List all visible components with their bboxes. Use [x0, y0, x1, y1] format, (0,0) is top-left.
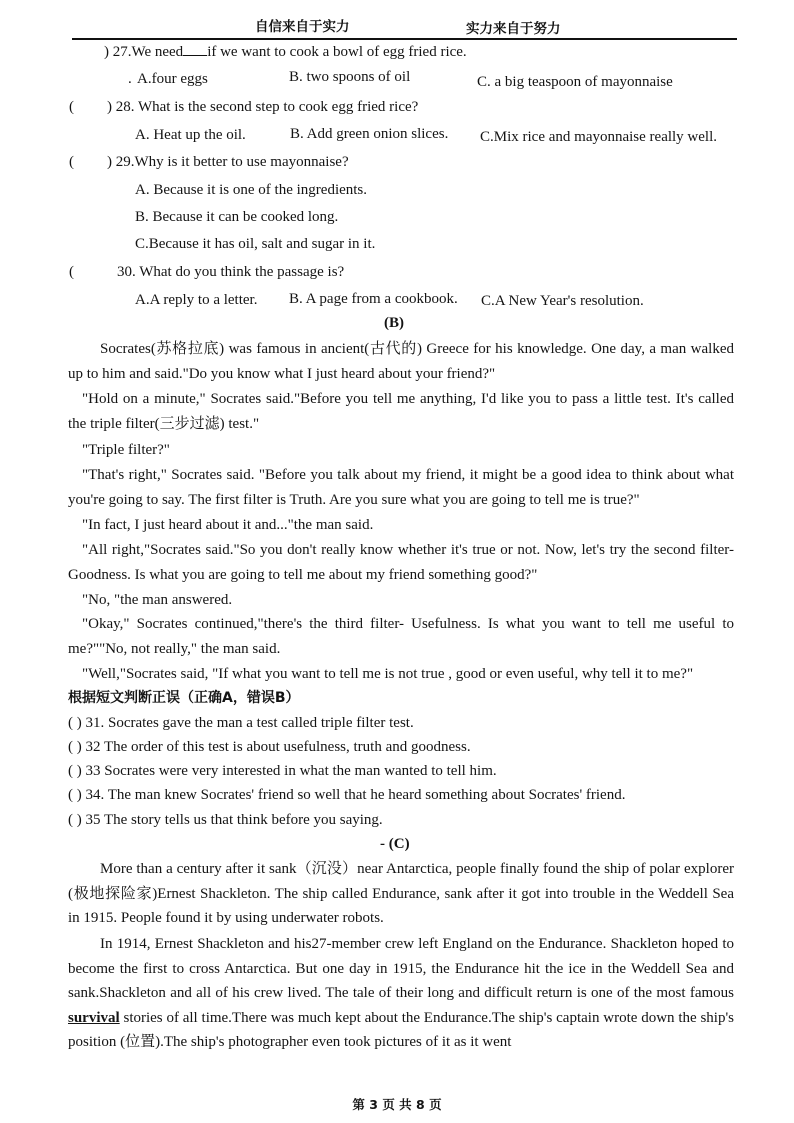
section-b-paragraph-1: Socrates(苏格拉底) was famous in ancient(古代的) Greece for his knowledge. One day, a man walked up to him and said."Do you know what I just heard about your friend?" [68, 341, 734, 382]
true-false-instruction: 根据短文判断正误（正确A，错误B） [68, 690, 300, 706]
q29-option-a: A. Because it is one of the ingredients. [135, 182, 368, 198]
underlined-word-survival: survival [68, 1009, 120, 1026]
section-b-paragraph-3: "Triple filter?" [82, 442, 170, 458]
q28-option-a: A. Heat up the oil. [135, 127, 246, 143]
question-27-stem: ) 27.We need if we want to cook a bowl of egg fried rice. [104, 44, 467, 60]
question-33: ( ) 33 Socrates were very interested in what the man wanted to tell him. [68, 763, 497, 779]
header-motto-left: 自信来自于实力 [255, 19, 350, 35]
section-b-paragraph-8: "Okay," Socrates continued,"there's the third filter- Usefulness. Is what you want to tell me useful to me?""No, not really," the man said. [68, 616, 734, 657]
q29-option-b: B. Because it can be cooked long. [135, 209, 339, 225]
q29-paren: ( [69, 154, 74, 170]
q30-paren: ( [69, 264, 74, 280]
section-b-heading: (B) [384, 315, 404, 331]
section-b-paragraph-7: "No, "the man answered. [82, 592, 233, 608]
q28-option-b: B. Add green onion slices. [290, 126, 449, 142]
question-35: ( ) 35 The story tells us that think before you saying. [68, 812, 383, 828]
question-31: ( ) 31. Socrates gave the man a test called triple filter test. [68, 715, 414, 731]
section-c-paragraph-2: In 1914, Ernest Shackleton and his27-member crew left England on the Endurance. Shackleton hoped to become the first to cross Antarctica. But one day in 1915, the Endurance hit the ice in the Weddell Sea and sank.Shackleton and all of his crew lived. The tale of their long and difficult return is one of the most famous survival stories of all time.There was much kept about the Endurance.The ship's captain wrote down the ship's position (位置).The ship's photographer even took pictures of it as it went [68, 936, 734, 1051]
q27-option-c: C. a big teaspoon of mayonnaise [477, 74, 673, 90]
page-header [72, 8, 737, 40]
section-c-heading: - (C) [380, 836, 410, 852]
section-b-paragraph-9: "Well,"Socrates said, "If what you want to tell me is not true , good or even useful, why tell it to me?" [82, 666, 694, 682]
question-30-stem: 30. What do you think the passage is? [117, 264, 345, 280]
section-b-paragraph-2: "Hold on a minute," Socrates said."Before you tell me anything, I'd like you to pass a little test. It's called the triple filter(三步过滤) test." [68, 391, 734, 432]
q28-paren: ( [69, 99, 74, 115]
question-34: ( ) 34. The man knew Socrates' friend so well that he heard something about Socrates' friend. [68, 787, 626, 803]
page-footer: 第 3 页 共 8 页 [352, 1097, 442, 1112]
q30-option-c: C.A New Year's resolution. [481, 293, 644, 309]
section-b-paragraph-5: "In fact, I just heard about it and..."the man said. [82, 517, 374, 533]
section-b-paragraph-6: "All right,"Socrates said."So you don't really know whether it's true or not. Now, let's try the second filter-Goodness. Is what you are going to tell me about my friend something good?" [68, 542, 734, 583]
question-29-stem: ) 29.Why is it better to use mayonnaise? [107, 154, 349, 170]
header-motto-right: 实力来自于努力 [466, 21, 561, 37]
q27-option-a: A.four eggs [137, 71, 208, 87]
question-28-stem: ) 28. What is the second step to cook egg fried rice? [107, 99, 419, 115]
answer-blank [183, 43, 207, 56]
q28-option-c: C.Mix rice and mayonnaise really well. [480, 129, 718, 145]
section-b-paragraph-4: "That's right," Socrates said. "Before you talk about my friend, it might be a good idea to think about what you're going to say. The first filter is Truth. Are you sure what you are going to tell me is true?" [68, 467, 734, 508]
q30-option-b: B. A page from a cookbook. [289, 291, 458, 307]
q29-option-c: C.Because it has oil, salt and sugar in it. [135, 236, 376, 252]
q27-option-b: B. two spoons of oil [289, 69, 411, 85]
q30-option-a: A.A reply to a letter. [135, 292, 258, 308]
section-c-paragraph-1: More than a century after it sank（沉没）near Antarctica, people finally found the ship of polar explorer (极地探险家)Ernest Shackleton. The ship called Endurance, sank after it got into trouble in the Weddell Sea in 1915. People found it by using underwater robots. [68, 861, 734, 927]
q27-dot: . [128, 71, 132, 87]
question-32: ( ) 32 The order of this test is about usefulness, truth and goodness. [68, 739, 471, 755]
